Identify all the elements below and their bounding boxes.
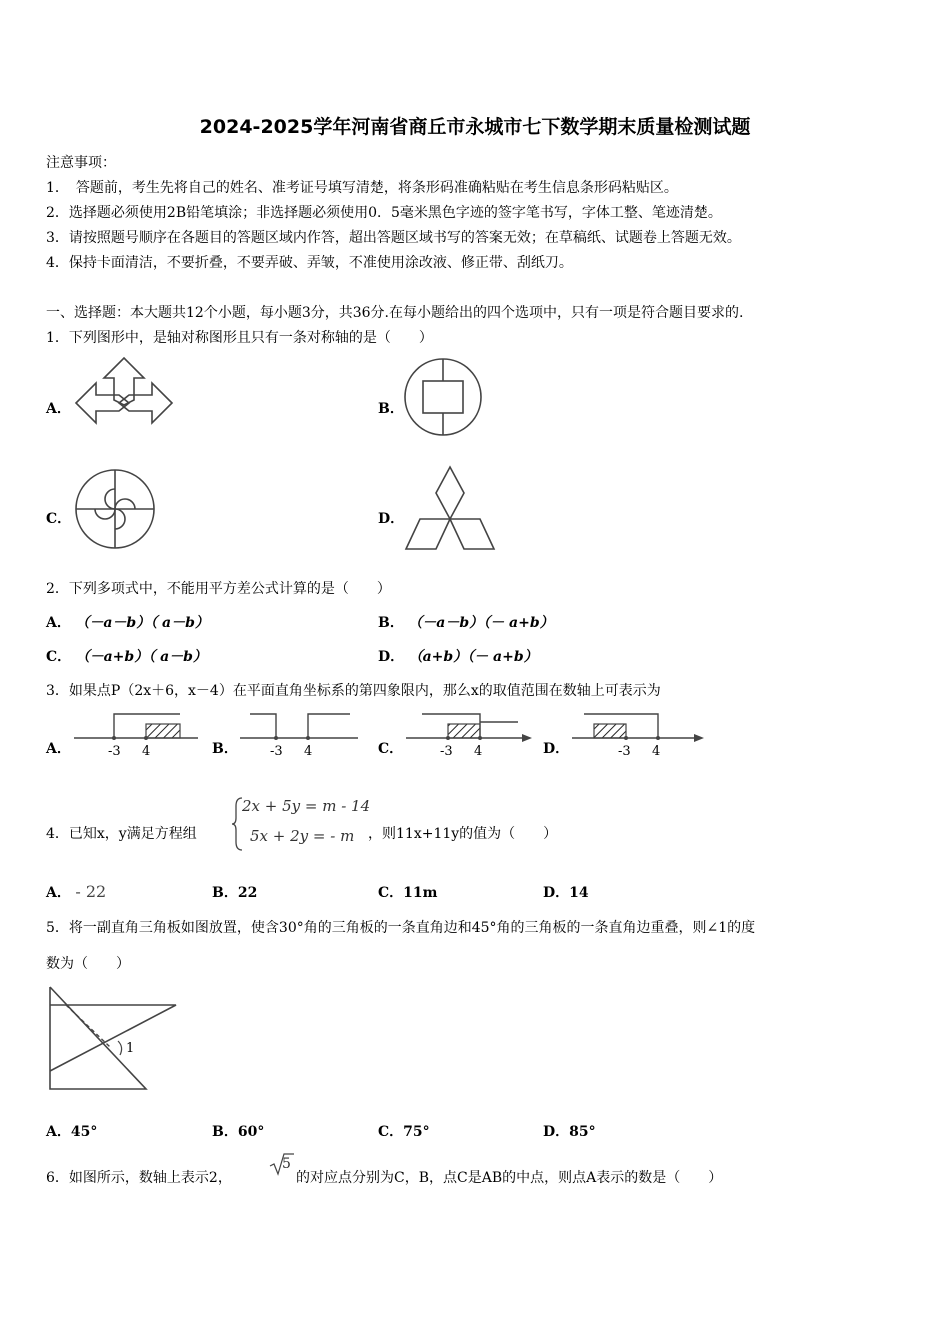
q4-option-b-text: 22 bbox=[237, 885, 258, 901]
q2-option-c-text: （－a+b）（ a－b） bbox=[75, 649, 207, 665]
q2-stem: 2．下列多项式中，不能用平方差公式计算的是（ ） bbox=[46, 581, 391, 597]
tick-label: -3 bbox=[270, 744, 283, 759]
tick-label: 4 bbox=[474, 744, 483, 759]
notice-heading: 注意事项： bbox=[46, 155, 116, 171]
q4-equation-2: 5x + 2y = - m bbox=[250, 827, 355, 845]
tick-label: -3 bbox=[440, 744, 453, 759]
q3-stem: 3．如果点P（2x＋6，x－4）在平面直角坐标系的第四象限内，那么x的取值范围在数轴上可表示为 bbox=[46, 683, 661, 699]
q2-option-a-text: （－a－b）（ a－b） bbox=[75, 615, 209, 631]
q6-stem-pre: 6．如图所示，数轴上表示2， bbox=[46, 1170, 232, 1186]
q2-option-a-label: A． bbox=[46, 615, 71, 631]
arrow-figure-icon bbox=[74, 355, 174, 437]
q1-option-a-label: A． bbox=[46, 401, 71, 417]
q4-stem-post: ，则11x+11y的值为（ ） bbox=[368, 826, 558, 842]
pinwheel-circle-figure-icon bbox=[74, 468, 156, 550]
q5-option-b-text: 60° bbox=[237, 1124, 265, 1140]
q6-sqrt-radicand: 5 bbox=[282, 1156, 291, 1172]
q4-stem-pre: 4．已知x，y满足方程组 bbox=[46, 826, 197, 842]
q4-option-d-text: 14 bbox=[569, 885, 589, 901]
q4-equation-1: 2x + 5y = m - 14 bbox=[242, 797, 371, 815]
number-line-d bbox=[570, 710, 710, 764]
q3-option-d-label: D． bbox=[543, 741, 570, 757]
q4-option-d-label: D． bbox=[543, 885, 570, 901]
q5-stem-line2: 数为（ ） bbox=[46, 956, 130, 972]
q5-option-b-label: B． bbox=[212, 1124, 238, 1140]
circle-square-figure-icon bbox=[403, 357, 483, 437]
q1-stem: 1．下列图形中，是轴对称图形且只有一条对称轴的是（ ） bbox=[46, 330, 433, 346]
tick-label: 4 bbox=[652, 744, 661, 759]
q5-option-c-label: C． bbox=[378, 1124, 404, 1140]
number-line-b bbox=[238, 710, 368, 764]
tick-label: -3 bbox=[108, 744, 121, 759]
q2-option-b-label: B． bbox=[378, 615, 404, 631]
notice-item: 4．保持卡面清洁，不要折叠，不要弄破、弄皱，不准使用涂改液、修正带、刮纸刀。 bbox=[46, 255, 573, 271]
tick-label: 4 bbox=[142, 744, 151, 759]
q5-option-d-label: D． bbox=[543, 1124, 570, 1140]
q5-stem-line1: 5．将一副直角三角板如图放置，使含30°角的三角板的一条直角边和45°角的三角板的一条直角边重叠，则∠1的度 bbox=[46, 920, 756, 936]
notice-item: 2．选择题必须使用2B铅笔填涂；非选择题必须使用0．5毫米黑色字迹的签字笔书写，字体工整、笔迹清楚。 bbox=[46, 205, 722, 221]
section-heading: 一、选择题：本大题共12个小题，每小题3分，共36分.在每小题给出的四个选项中，只有一项是符合题目要求的. bbox=[46, 305, 744, 321]
q6-stem-post: 的对应点分别为C，B，点C是AB的中点，则点A表示的数是（ ） bbox=[296, 1170, 723, 1186]
q5-option-c-text: 75° bbox=[403, 1124, 430, 1140]
q3-option-c-label: C． bbox=[378, 741, 404, 757]
triangle-boards-figure bbox=[48, 985, 180, 1093]
angle-label: 1 bbox=[126, 1041, 135, 1056]
q4-option-a-text: - 22 bbox=[75, 882, 107, 901]
page-title: 2024-2025学年河南省商丘市永城市七下数学期末质量检测试题 bbox=[199, 116, 751, 138]
q1-option-b-label: B． bbox=[378, 401, 404, 417]
q4-option-c-label: C． bbox=[378, 885, 404, 901]
tick-label: -3 bbox=[618, 744, 631, 759]
q2-option-b-text: （－a－b）（－ a+b） bbox=[408, 615, 554, 631]
q2-option-d-text: （a+b）（－ a+b） bbox=[408, 649, 538, 665]
three-diamonds-figure-icon bbox=[404, 465, 496, 551]
q2-option-c-label: C． bbox=[46, 649, 72, 665]
tick-label: 4 bbox=[304, 744, 313, 759]
q5-option-d-text: 85° bbox=[569, 1124, 596, 1140]
q4-option-b-label: B． bbox=[212, 885, 238, 901]
q1-option-c-label: C． bbox=[46, 511, 72, 527]
q4-option-c-text: 11m bbox=[403, 885, 438, 901]
q5-option-a-label: A． bbox=[46, 1124, 71, 1140]
q3-option-b-label: B． bbox=[212, 741, 238, 757]
notice-item: 1． 答题前，考生先将自己的姓名、准考证号填写清楚，将条形码准确粘贴在考生信息条形码粘贴区。 bbox=[46, 180, 678, 196]
number-line-a bbox=[72, 710, 202, 764]
q4-option-a-label: A． bbox=[46, 885, 71, 901]
notice-item: 3．请按照题号顺序在各题目的答题区域内作答，超出答题区域书写的答案无效；在草稿纸、试题卷上答题无效。 bbox=[46, 230, 741, 246]
q5-option-a-text: 45° bbox=[70, 1124, 98, 1140]
q3-option-a-label: A． bbox=[46, 741, 71, 757]
q2-option-d-label: D． bbox=[378, 649, 405, 665]
number-line-c bbox=[404, 710, 534, 764]
q1-option-d-label: D． bbox=[378, 511, 405, 527]
